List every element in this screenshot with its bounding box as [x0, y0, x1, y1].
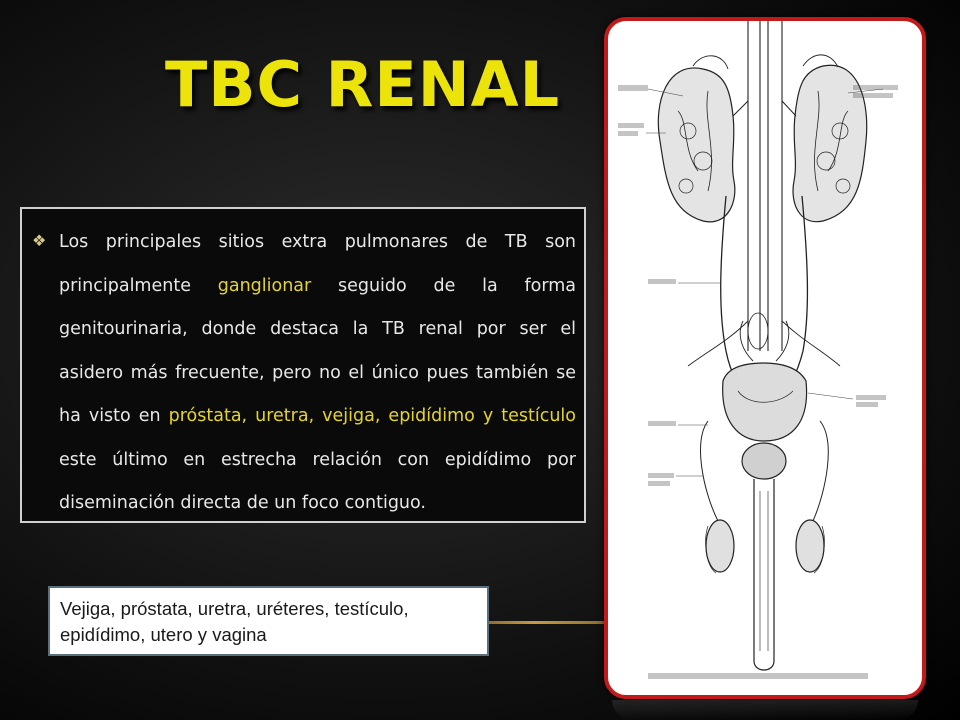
bullet-text-box	[20, 207, 586, 523]
diamond-bullet-icon: ❖	[32, 233, 47, 250]
bullet-text-part1: Los principales sitios extra pulmonares de TB son principalmente	[59, 232, 576, 296]
bullet-highlight-ganglionar: ganglionar	[217, 275, 312, 296]
bullet-text-part2: seguido de la forma genitourinaria, donde destaca la TB renal por ser el asidero más frecuente, pero no el único pues también se ha visto en	[59, 275, 577, 426]
slide-title: TBC RENAL	[165, 48, 561, 121]
caption-box	[48, 586, 489, 656]
genitourinary-anatomy-illustration	[608, 21, 922, 695]
bullet-paragraph	[59, 221, 576, 526]
figure-reflection	[612, 700, 918, 720]
caption-text: Vejiga, próstata, uretra, uréteres, testículo, epidídimo, utero y vagina	[60, 598, 409, 645]
anatomy-figure	[604, 17, 926, 699]
bullet-highlight-organs: próstata, uretra, vejiga, epidídimo y testículo	[168, 406, 576, 426]
bullet-text-part3: este último en estrecha relación con epidídimo por diseminación directa de un foco contiguo.	[59, 449, 576, 513]
